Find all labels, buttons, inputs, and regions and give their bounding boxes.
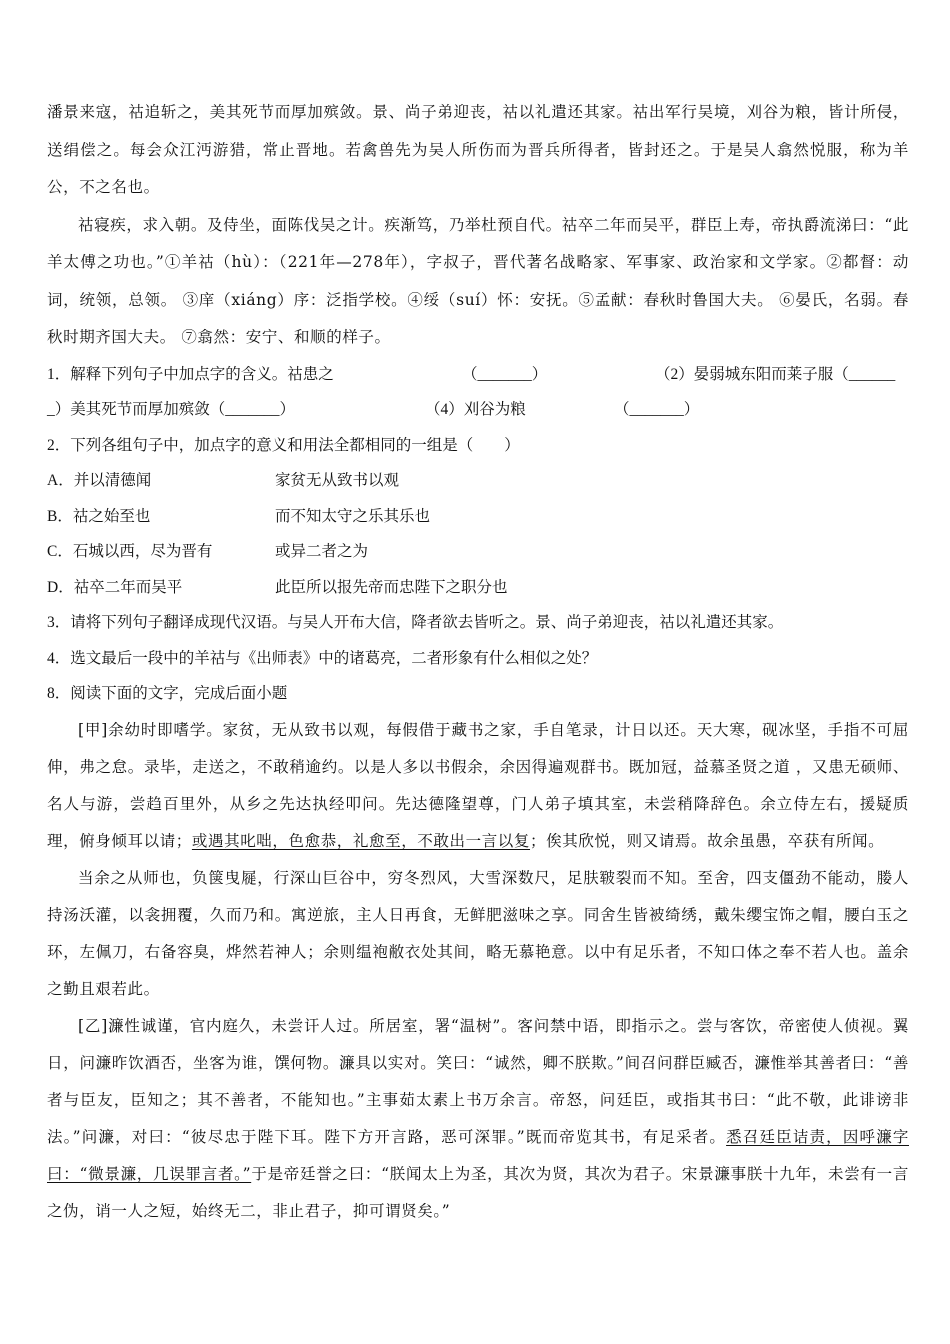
question-8: 8．阅读下面的文字，完成后面小题 bbox=[47, 685, 288, 702]
option-c-label: C．石城以西，尽为晋有 bbox=[47, 543, 213, 560]
question-2: 2．下列各组句子中，加点字的意义和用法全都相同的一组是（ ） bbox=[47, 436, 520, 454]
option-b bbox=[47, 499, 909, 535]
question-1-line-1 bbox=[47, 357, 909, 393]
jia-text-before: [甲]余幼时即嗜学。家贫，无从致书以观，每假借于藏书之家，手自笔录，计日以还。天大寒，砚冰坚，手指不可屈伸，弗之怠。录毕，走送之，不敢稍逾约。以是人多以书假余，余因得遍观群书。既加冠，益慕圣贤之道 ，又患无硕师、名人与游，尝趋百里外，从乡之先达执经叩问。先达德隆望尊，门人弟子填其室，未尝稍降辞色。余立侍左右，援疑质理，俯身倾耳以请； bbox=[47, 720, 909, 850]
option-b-pair: 而不知太守之乐其乐也 bbox=[275, 507, 431, 525]
passage-paragraph-2: 祜寝疾，求入朝。及侍坐，面陈伐吴之计。疾渐笃，乃举杜预自代。祜卒二年而吴平，群臣上寿，帝执爵流涕曰：“此羊太傅之功也。”①羊祜（hù）：（221年—278年），字叔子，晋代著名战略家、军事家、政治家和文学家。②都督：动词，统领，总领。 ③庠（xiáng）序：泛指学校。④绥（suí）怀：安抚。⑤孟献：春秋时鲁国大夫。 ⑥晏氏，名弱。春秋时期齐国大夫。 ⑦翕然：安宁、和顺的样子。 bbox=[47, 215, 909, 346]
option-a-pair: 家贫无从致书以观 bbox=[275, 472, 400, 489]
question-4: 4．选文最后一段中的羊祜与《出师表》中的诸葛亮，二者形象有什么相似之处？ bbox=[47, 649, 598, 667]
question-1-item-4: （4）刈谷为粮 bbox=[425, 401, 526, 418]
question-1-line-2 bbox=[47, 392, 909, 428]
option-c-pair: 或异二者之为 bbox=[275, 543, 369, 560]
question-1-item-3: _）美其死节而厚加殡敛（_______） bbox=[47, 401, 296, 418]
jia-paragraph-1 bbox=[47, 712, 909, 860]
yi-text-after: 于是帝廷誉之曰：“朕闻太上为圣，其次为贤，其次为君子。宋景濂事朕十九年，未尝有一言之伪，诮一人之短，始终无二，非止君子，抑可谓贤矣。” bbox=[47, 1164, 910, 1220]
question-3: 3．请将下列句子翻译成现代汉语。与吴人开布大信，降者欲去皆听之。景、尚子弟迎丧，祜以礼遣还其家。 bbox=[47, 614, 784, 631]
question-1-item-2: （2）晏弱城东阳而莱子服（______ bbox=[655, 365, 896, 383]
option-a-label: A．并以清德闻 bbox=[47, 472, 152, 489]
option-d bbox=[47, 570, 909, 606]
jia-paragraph-2: 当余之从师也，负箧曳屣，行深山巨谷中，穷冬烈风，大雪深数尺，足肤皲裂而不知。至舍，四支僵劲不能动，媵人持汤沃灌，以衾拥覆，久而乃和。寓逆旅，主人日再食，无鲜肥滋味之享。同舍生皆被绮绣，戴朱缨宝饰之帽，腰白玉之环，左佩刀，右备容臭，烨然若神人；余则缊袍敝衣处其间，略无慕艳意。以中有足乐者，不知口体之奉不若人也。盖余之勤且艰若此。 bbox=[47, 868, 909, 998]
option-d-pair: 此臣所以报先帝而忠陛下之职分也 bbox=[275, 578, 508, 596]
question-1-blank-1: （_______） bbox=[462, 365, 548, 383]
option-b-label: B．祜之始至也 bbox=[47, 507, 151, 525]
option-d-label: D．祜卒二年而吴平 bbox=[47, 578, 183, 596]
yi-underlined-sentence: 悉召廷臣诘责，因呼濂字曰：“微景濂，几误罪言者。” bbox=[47, 1127, 909, 1183]
passage-paragraph-1: 潘景来寇，祜追斩之，美其死节而厚加殡敛。景、尚子弟迎丧，祜以礼遣还其家。祜出军行吴境，刈谷为粮，皆计所侵，送绢偿之。每会众江沔游猎，常止晋地。若禽兽先为吴人所伤而为晋兵所得者，皆封还之。于是吴人翕然悦服，称为羊公，不之名也。 bbox=[47, 103, 909, 196]
jia-text-after: ；俟其欣悦，则又请焉。故余虽愚，卒获有所闻。 bbox=[530, 831, 885, 850]
yi-text-before: [乙]濂性诚谨，官内庭久，未尝讦人过。所居室，署“温树”。客问禁中语，即指示之。尝与客饮，帝密使人侦视。翼日，问濂昨饮酒否，坐客为谁，馔何物。濂具以实对。笑曰：“诚然，卿不朕欺。”间召问群臣臧否，濂惟举其善者曰：“善者与臣友，臣知之；其不善者，不能知也。”主事茹太素上书万余言。帝怒，问廷臣，或指其书曰：“此不敬，此诽谤非法。”问濂，对曰：“彼尽忠于陛下耳。陛下方开言路，恶可深罪。”既而帝览其书，有足采者。 bbox=[47, 1016, 909, 1146]
document-page bbox=[47, 94, 909, 1230]
question-1-prompt: 1．解释下列句子中加点字的含义。祜患之 bbox=[47, 365, 334, 383]
jia-underlined-sentence: 或遇其叱咄，色愈恭，礼愈至，不敢出一言以复 bbox=[191, 831, 531, 850]
option-a bbox=[47, 463, 909, 499]
yi-paragraph-1 bbox=[47, 1008, 909, 1230]
option-c bbox=[47, 534, 909, 570]
question-1-blank-4: （_______） bbox=[614, 401, 700, 418]
